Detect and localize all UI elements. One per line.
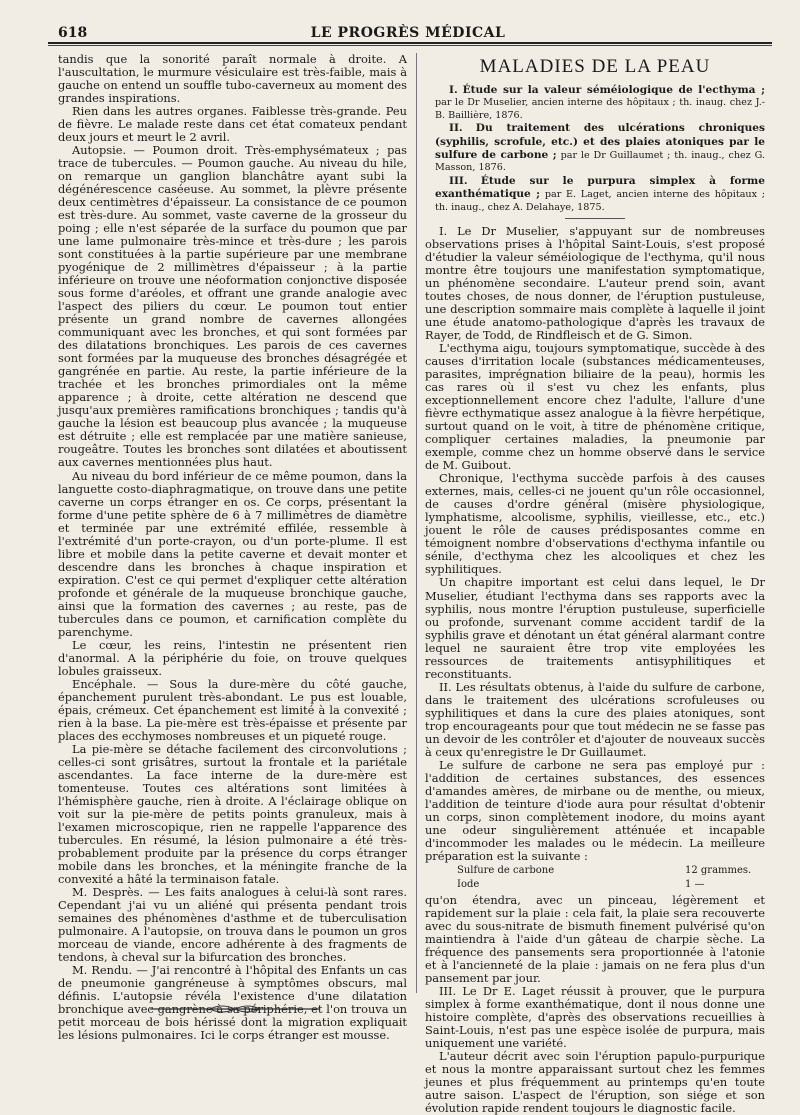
paragraph: Le cœur, les reins, l'intestin ne présentent rien d'anormal. A la périphérie du foie, on trouve quelques lobules graisseux. bbox=[58, 637, 407, 678]
paragraph: Le sulfure de carbone ne sera pas employé pur : l'addition de certaines substances, des essences d'amandes amères, de mirbane ou de menthe, ou mieux, l'addition de teinture d'iode aura pour résultat d'obtenir un corps, sinon complètement inodore, du moins ayant une odeur singulièrement atténuée et incapable d'incommoder les malades ou le médecin. La meilleure préparation est la suivante : bbox=[425, 757, 765, 863]
paragraph: Encéphale. — Sous la dure-mère du côté gauche, épanchement purulent très-abondant. Le pus est louable, épais, crémeux. Cet épanchement est limité à la convexité ; rien à la base. La pie-mère est très-épaisse et présente par places des ecchymoses nombreuses et un piqueté rouge. bbox=[58, 676, 407, 743]
recipe-quantity: 1 — bbox=[685, 879, 705, 891]
paragraph: M. Rendu. — J'ai rencontré à l'hôpital des Enfants un cas de pneumonie gangréneuse à symptômes obscurs, mal définis. L'autopsie révéla l'existence d'une dilatation bronchique avec gangrène à sa périphérie, et l'on trouva un petit morceau de bois hérissé dont la migration expliquait les lésions pulmonaires. Ici le corps étranger est mousse. bbox=[58, 963, 407, 1043]
bib-number: III. bbox=[449, 174, 468, 187]
recipe-line bbox=[457, 879, 765, 892]
paragraph: Chronique, l'ecthyma succède parfois à des causes externes, mais, celles-ci ne jouent qu'un rôle occasionnel, de causes d'ordre général (misère physiologique, lymphatisme, alcoolisme, syphilis, vieillesse, etc., etc.) jouent le rôle de causes prédisposantes comme en témoignent nombre d'observations d'ecthyma infantile ou sénile, d'ecthyma chez les alcooliques et chez les syphilitiques. bbox=[425, 471, 765, 577]
paragraph: II. Les résultats obtenus, à l'aide du sulfure de carbone, dans le traitement des ulcérations scrofuleuses ou syphilitiques et dans la cure des plaies atoniques, sont trop encourageants pour que tout médecin ne se fasse pas un devoir de les contrôler et d'ajouter de nouveaux succès à ceux qu'enregistre le Dr Guillaumet. bbox=[425, 679, 765, 759]
bibliography-entry bbox=[425, 122, 765, 175]
bib-title: Étude sur la valeur séméiologique de l'ecthyma ; bbox=[462, 84, 766, 96]
left-column bbox=[58, 52, 407, 1043]
paragraph: Au niveau du bord inférieur de ce même poumon, dans la languette costo-diaphragmatique, on trouve dans une petite caverne un corps étranger en os. Ce corps, présentant la forme d'une petite sphère de 6 à 7 millimètres de diamètre et terminée par une extrémité effilée, ressemble à l'extrémité d'un porte-crayon, ou d'un porte-plume. Il est libre et mobile dans la petite caverne et devait monter et descendre dans les bronches à chaque inspiration et expiration. C'est ce qui permet d'expliquer cette altération profonde et générale de la muqueuse bronchique gauche, ainsi que la formation des cavernes ; au reste, pas de tubercules dans ce poumon, et carnification complète du parenchyme. bbox=[58, 468, 407, 639]
bib-title: Étude sur le purpura simplex à forme exanthématique ; bbox=[435, 174, 765, 201]
paragraph: M. Desprès. — Les faits analogues à celui-là sont rares. Cependant j'ai vu un aliéné qui présenta pendant trois semaines des phénomènes d'asthme et de tuberculisation pulmonaire. A l'autopsie, on trouva dans le poumon un gros morceau de viande, encore adhérente à des fragments de tendons, à cheval sur la bifurcation des bronches. bbox=[58, 885, 407, 965]
bibliography-rule bbox=[565, 218, 625, 219]
recipe-line bbox=[457, 865, 765, 878]
bibliography-entry bbox=[425, 84, 765, 122]
paragraph: La pie-mère se détache facilement des circonvolutions ; celles-ci sont grisâtres, surtout la frontale et la pariétale ascendantes. La face interne de la dure-mère est tomenteuse. Toutes ces altérations sont limitées à l'hémisphère gauche, rien à droite. A l'éclairage oblique on voit sur la pie-mère de petits points granuleux, mais à l'examen microscopique, rien ne rappelle l'apparence des tubercules. En résumé, la lésion pulmonaire a été très-probablement produite par la présence du corps étranger mobile dans les bronches, et la méningite franche de la convexité a hâté la terminaison fatale. bbox=[58, 741, 407, 886]
header-rule-thin bbox=[48, 45, 772, 46]
bib-details: par E. Laget, ancien interne des hôpitaux ; th. inaug., chez A. Delahaye, 1875. bbox=[435, 189, 765, 213]
section-title: MALADIES DE LA PEAU bbox=[479, 56, 711, 77]
column-divider bbox=[416, 53, 417, 993]
recipe-item: Sulfure de carbone bbox=[457, 864, 555, 876]
paragraph: L'auteur décrit avec soin l'éruption papulo-purpurique et nous la montre apparaissant surtout chez les femmes jeunes et plus fréquemment au printemps qu'en toute autre saison. L'aspect de l'éruption, son siége et son évolution rapide rendent toujours le diagnostic facile. bbox=[425, 1049, 765, 1115]
bib-number: II. bbox=[449, 122, 463, 135]
right-column bbox=[425, 53, 766, 1115]
paragraph: Autopsie. — Poumon droit. Très-emphysémateux ; pas trace de tubercules. — Poumon gauche. Au niveau du hile, on remarque un ganglion blanchâtre ayant subi la dégénérescence caséeuse. Au sommet, la plèvre présente deux centimètres d'épaisseur. La consistance de ce poumon est très-dure. Au sommet, vaste caverne de la grosseur du poing ; elle n'est séparée de la surface du poumon que par une lame pulmonaire très-mince et très-dure ; les parois sont constituées à la partie supérieure par une membrane pyogénique de 2 millimètres d'épaisseur ; à la partie inférieure on trouve une néoformation conjonctive disposée sous forme d'aréoles, et offrant une grande analogie avec l'aspect des piliers du cœur. Le poumon tout entier présente un grand nombre de cavernes allongées communiquant avec les bronches, et qui sont formées par des dilatations bronchiques. Les parois de ces cavernes sont formées par la muqueuse des bronches désagrégée et gangrénée en partie. Au reste, la partie inférieure de la trachée et les bronches primordiales ont la même apparence ; à droite, cette altération ne descend que jusqu'aux premières ramifications bronchiques ; tandis qu'à gauche la lésion est beaucoup plus avancée ; la muqueuse est détruite ; elle est remplacée par une matière sanieuse, rougeâtre. Toutes les bronches sont dilatées et aboutissent aux cavernes mentionnées plus haut. bbox=[58, 143, 407, 470]
paragraph: III. Le Dr E. Laget réussit à prouver, que le purpura simplex à forme exanthématique, dont il nous donne une histoire complète, d'après des observations recueillies à Saint-Louis, n'est pas une espèce isolée de purpura, mais uniquement une variété. bbox=[425, 983, 765, 1050]
paragraph: Rien dans les autres organes. Faiblesse très-grande. Peu de fièvre. Le malade reste dans cet état comateux pendant deux jours et meurt le 2 avril. bbox=[58, 104, 407, 145]
bibliography-entry bbox=[425, 175, 765, 214]
header-rule bbox=[48, 42, 772, 44]
paragraph: Un chapitre important est celui dans lequel, le Dr Muselier, étudiant l'ecthyma dans ses rapports avec la syphilis, nous montre l'éruption pustuleuse, superficielle ou profonde, survenant comme accident tardif de la syphilis grave et dénotant un état général alarmant contre lequel ne sauraient être trop vite employées les ressources de traitements antisyphilitiques et reconstituants. bbox=[425, 575, 765, 681]
bib-title: Du traitement des ulcérations chroniques (syphilis, scrofule, etc.) et des plaies atoniques par le sulfure de carbone ; bbox=[435, 122, 765, 162]
recipe-item: Iode bbox=[457, 879, 480, 891]
bib-details: par le Dr Muselier, ancien interne des hôpitaux ; th. inaug. chez J.-B. Baillière, 1876. bbox=[435, 97, 765, 121]
page-number: 618 bbox=[58, 25, 88, 41]
bib-details: par le Dr Guillaumet ; th. inaug., chez G. Masson, 1876. bbox=[435, 150, 765, 174]
journal-title: LE PROGRÈS MÉDICAL bbox=[310, 25, 506, 41]
bib-number: I. bbox=[449, 84, 458, 96]
end-ornament bbox=[150, 1003, 320, 1015]
paragraph: tandis que la sonorité paraît normale à droite. A l'auscultation, le murmure vésiculaire est très-faible, mais à gauche on entend un souffle tubo-caverneux au moment des grandes inspirations. bbox=[58, 52, 407, 106]
paragraph: L'ecthyma aigu, toujours symptomatique, succède à des causes d'irritation locale (substances médicamenteuses, parasites, imprégnation biliaire de la peau), hormis les cas rares où il s'est vu chez les enfants, plus exceptionnellement encore chez l'adulte, l'allure d'une fièvre ecthymatique assez analogue à la fièvre herpétique, surtout quand on le voit, à titre de phénomène critique, compliquer certaines maladies, la pneumonie par exemple, comme chez un homme observé dans le service de M. Guibout. bbox=[425, 341, 765, 473]
page-header bbox=[48, 22, 768, 42]
paragraph: I. Le Dr Muselier, s'appuyant sur de nombreuses observations prises à l'hôpital Saint-Louis, s'est proposé d'étudier la valeur séméiologique de l'ecthyma, qu'il nous montre être toujours une manifestation symptomatique, un phénomène secondaire. L'auteur prend soin, avant toutes choses, de nous donner, de l'éruption pustuleuse, une description sommaire mais complète à laquelle il joint une étude anatomo-pathologique d'après les travaux de Rayer, de Todd, de Rindfleisch et de G. Simon. bbox=[425, 224, 765, 343]
paragraph: qu'on étendra, avec un pinceau, légèrement et rapidement sur la plaie : cela fait, la plaie sera recouverte avec du sous-nitrate de bismuth finement pulvérisé qu'on maintiendra à l'aide d'un gâteau de charpie sèche. La fréquence des pansements sera proportionnée à l'atonie et à l'ancienneté de la plaie : jamais on ne fera plus d'un pansement par jour. bbox=[425, 892, 765, 985]
recipe-quantity: 12 grammes. bbox=[685, 864, 752, 876]
